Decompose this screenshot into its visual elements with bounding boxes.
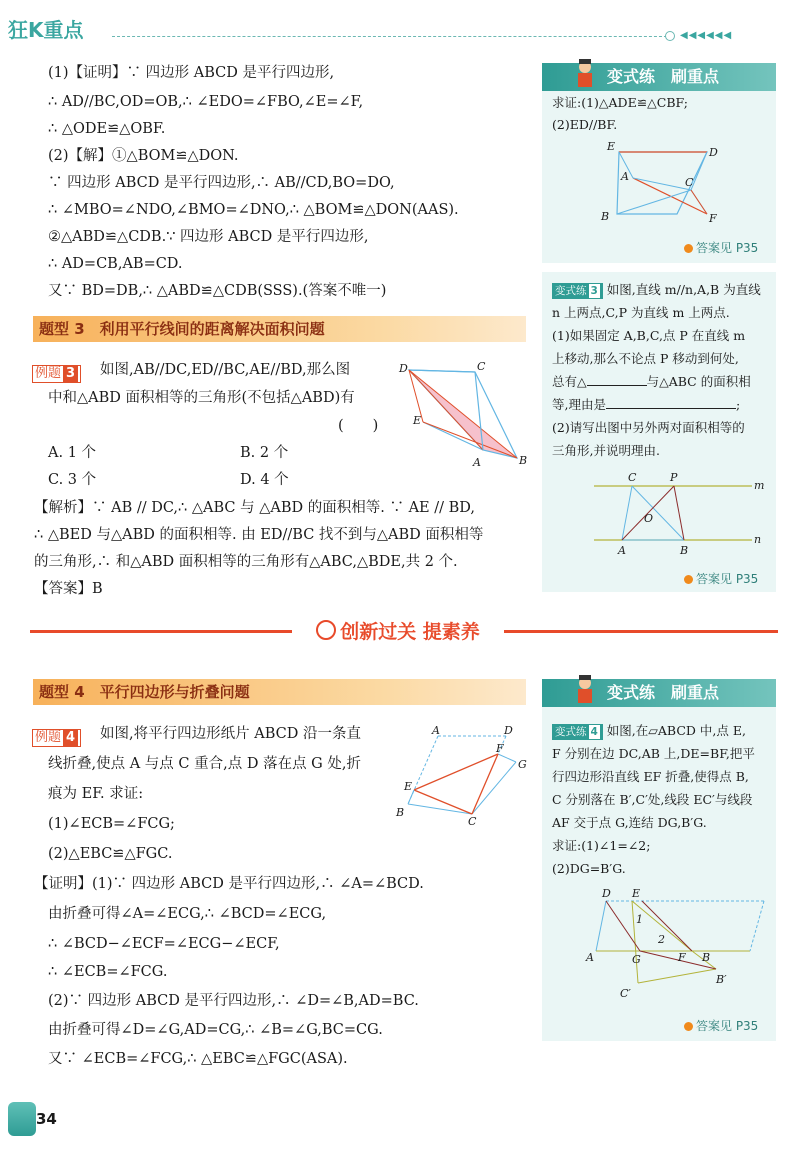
- fig-label: A: [621, 170, 629, 183]
- sidebar-practice-3: [542, 679, 776, 1041]
- example-text: 如图,AB//DC,ED//BC,AE//BD,那么图: [100, 362, 351, 378]
- sidebar-text: 三角形,并说明理由.: [552, 443, 660, 458]
- fig-label: 2: [658, 933, 665, 946]
- proof-line: ∴ AD//BC,OD=OB,∴ ∠EDO=∠FBO,∠E=∠F,: [48, 94, 364, 110]
- figure-side-3: [582, 887, 772, 1007]
- header-logo: 狂K重点: [8, 18, 84, 42]
- example-text: 线折叠,使点 A 与点 C 重合,点 D 落在点 G 处,折: [48, 756, 361, 772]
- proof-line: 由折叠可得∠A=∠ECG,∴ ∠BCD=∠ECG,: [48, 906, 327, 922]
- sidebar-text: 总有△ 与△ABC 的面积相: [552, 374, 751, 389]
- fig-label: C′: [620, 987, 631, 1000]
- fig-label: D: [709, 146, 718, 159]
- proof-line: ②△ABD≌△CDB.∵ 四边形 ABCD 是平行四边形,: [48, 229, 369, 245]
- fig-label: C: [468, 815, 477, 827]
- fig-label: D: [504, 724, 513, 737]
- answer-bracket: ( ): [338, 418, 379, 434]
- fig-label: m: [754, 479, 765, 492]
- proof-line: ∴ ∠ECB=∠FCG.: [48, 964, 168, 980]
- example-text: 中和△ABD 面积相等的三角形(不包括△ABD)有: [48, 390, 355, 406]
- sidebar-text: (1)如果固定 A,B,C,点 P 在直线 m: [552, 328, 746, 343]
- sidebar-text: 变式练 3 如图,直线 m//n,A,B 为直线: [552, 280, 761, 299]
- header-rule: [112, 36, 672, 37]
- sidebar-text: F 分别在边 DC,AB 上,DE=BF,把平: [552, 746, 755, 761]
- fig-label: D: [602, 887, 611, 900]
- sidebar-text: 行四边形沿直线 EF 折叠,使得点 B,: [552, 769, 749, 784]
- student-icon: [572, 59, 598, 89]
- option-c: C. 3 个: [48, 472, 97, 488]
- figure-example-4: [392, 722, 534, 827]
- fig-label: C: [477, 360, 486, 373]
- option-d: D. 4 个: [240, 472, 289, 488]
- figure-side-2: [592, 468, 767, 558]
- fig-label: A: [618, 544, 626, 557]
- sidebar-text: (2)DG=B′G.: [552, 861, 626, 876]
- fig-label: E: [607, 140, 616, 153]
- blank-field[interactable]: [606, 408, 736, 409]
- practice-badge: 变式练 4: [552, 724, 603, 740]
- section-heading-4: 题型 4 平行四边形与折叠问题: [33, 679, 526, 705]
- section-banner: 创新过关 提素养: [292, 616, 504, 648]
- fig-label: 1: [636, 913, 643, 926]
- fig-label: C: [685, 176, 694, 189]
- example-text: 如图,将平行四边形纸片 ABCD 沿一条直: [100, 726, 361, 742]
- option-a: A. 1 个: [48, 445, 97, 461]
- sidebar-text: 求证:(1)∠1=∠2;: [552, 838, 651, 853]
- fig-label: B′: [716, 973, 727, 986]
- fig-label: G: [518, 758, 527, 771]
- sidebar-text: C 分别落在 B′,C′处,线段 EC′与线段: [552, 792, 753, 807]
- fig-label: B: [396, 806, 405, 819]
- fig-label: F: [709, 212, 717, 225]
- fig-label: C: [628, 471, 637, 484]
- figure-example-3: [395, 360, 535, 475]
- page-badge: [8, 1102, 36, 1136]
- fig-label: F: [496, 742, 504, 755]
- fig-label: B: [601, 210, 610, 223]
- example-text: 痕为 EF. 求证:: [48, 786, 144, 802]
- fig-label: E: [404, 780, 413, 793]
- sidebar-header: 变式练 刷重点: [542, 63, 776, 91]
- fig-label: F: [678, 951, 686, 964]
- fig-label: P: [670, 471, 678, 484]
- blank-field[interactable]: [587, 385, 647, 386]
- analysis-line: ∴ △BED 与△ABD 的面积相等. 由 ED//BC 找不到与△ABD 面积相等: [34, 527, 484, 543]
- proof-line: (1)【证明】∵ 四边形 ABCD 是平行四边形,: [48, 65, 335, 81]
- example-badge-3: 例题 3: [32, 362, 81, 383]
- example-badge-4: 例题 4: [32, 726, 81, 747]
- header-dot: [665, 31, 675, 41]
- fig-label: G: [632, 953, 641, 966]
- proof-line: ∴ ∠BCD−∠ECF=∠ECG−∠ECF,: [48, 936, 280, 952]
- proof-line: ∴ ∠MBO=∠NDO,∠BMO=∠DNO,∴ △BOM≌△DON(AAS).: [48, 202, 459, 218]
- practice-badge: 变式练 3: [552, 283, 603, 299]
- pin-icon: [684, 244, 693, 253]
- fig-label: A: [586, 951, 594, 964]
- answer-ref: 答案见 P35: [684, 1017, 758, 1034]
- student-icon: [572, 675, 598, 705]
- answer-ref: 答案见 P35: [684, 570, 758, 587]
- answer-line: 【答案】B: [34, 581, 103, 597]
- fig-label: B: [702, 951, 711, 964]
- page-number: 34: [36, 1110, 57, 1128]
- pin-icon: [684, 1022, 693, 1031]
- proof-line: 又∵ BD=DB,∴ △ABD≌△CDB(SSS).(答案不唯一): [48, 283, 387, 299]
- fig-label: B: [519, 454, 528, 467]
- sidebar-text: 变式练 4 如图,在▱ABCD 中,点 E,: [552, 721, 746, 740]
- sidebar-text: (2)请写出图中另外两对面积相等的: [552, 420, 745, 435]
- proof-line: ∵ 四边形 ABCD 是平行四边形,∴ AB//CD,BO=DO,: [48, 175, 395, 191]
- fig-label: O: [644, 512, 654, 525]
- figure-side-1: [597, 138, 737, 228]
- fig-label: A: [432, 724, 440, 737]
- option-b: B. 2 个: [240, 445, 289, 461]
- sidebar-text: 求证:(1)△ADE≌△CBF;: [552, 95, 688, 110]
- proof-line: ∴ △ODE≌△OBF.: [48, 121, 166, 137]
- sidebar-text: AF 交于点 G,连结 DG,B′G.: [552, 815, 707, 830]
- fig-label: E: [413, 414, 422, 427]
- fig-label: B: [680, 544, 689, 557]
- sidebar-text: (2)ED//BF.: [552, 117, 618, 132]
- analysis-line: 【解析】∵ AB // DC,∴ △ABC 与 △ABD 的面积相等. ∵ AE // BD,: [34, 500, 475, 516]
- analysis-line: 的三角形,∴ 和△ABD 面积相等的三角形有△ABC,△BDE,共 2 个.: [34, 554, 458, 570]
- sidebar-text: 上移动,那么不论点 P 移动到何处,: [552, 351, 739, 366]
- proof-line: 由折叠可得∠D=∠G,AD=CG,∴ ∠B=∠G,BC=CG.: [48, 1022, 383, 1038]
- sidebar-header: 变式练 刷重点: [542, 679, 776, 707]
- fig-label: D: [399, 362, 408, 375]
- pin-icon: [684, 575, 693, 584]
- proof-line: 又∵ ∠ECB=∠FCG,∴ △EBC≌△FGC(ASA).: [48, 1051, 348, 1067]
- proof-line: 【证明】(1)∵ 四边形 ABCD 是平行四边形,∴ ∠A=∠BCD.: [34, 876, 424, 892]
- proof-line: ∴ AD=CB,AB=CD.: [48, 256, 183, 272]
- fig-label: n: [754, 533, 762, 546]
- fig-label: A: [473, 456, 481, 469]
- example-text: (1)∠ECB=∠FCG;: [48, 816, 175, 832]
- proof-line: (2)∵ 四边形 ABCD 是平行四边形,∴ ∠D=∠B,AD=BC.: [48, 993, 419, 1009]
- example-text: (2)△EBC≌△FGC.: [48, 846, 173, 862]
- sidebar-practice-2: [542, 272, 776, 592]
- sidebar-practice-1: [542, 63, 776, 263]
- answer-ref: 答案见 P35: [684, 239, 758, 256]
- header-arrows-icon: ◀◀◀◀◀◀: [680, 30, 733, 41]
- banner-spiral-icon: [316, 620, 336, 640]
- proof-line: (2)【解】①△BOM≌△DON.: [48, 148, 239, 164]
- sidebar-text: n 上两点,C,P 为直线 m 上两点.: [552, 305, 730, 320]
- sidebar-text: 等,理由是 ;: [552, 397, 741, 412]
- section-heading-3: 题型 3 利用平行线间的距离解决面积问题: [33, 316, 526, 342]
- fig-label: E: [632, 887, 641, 900]
